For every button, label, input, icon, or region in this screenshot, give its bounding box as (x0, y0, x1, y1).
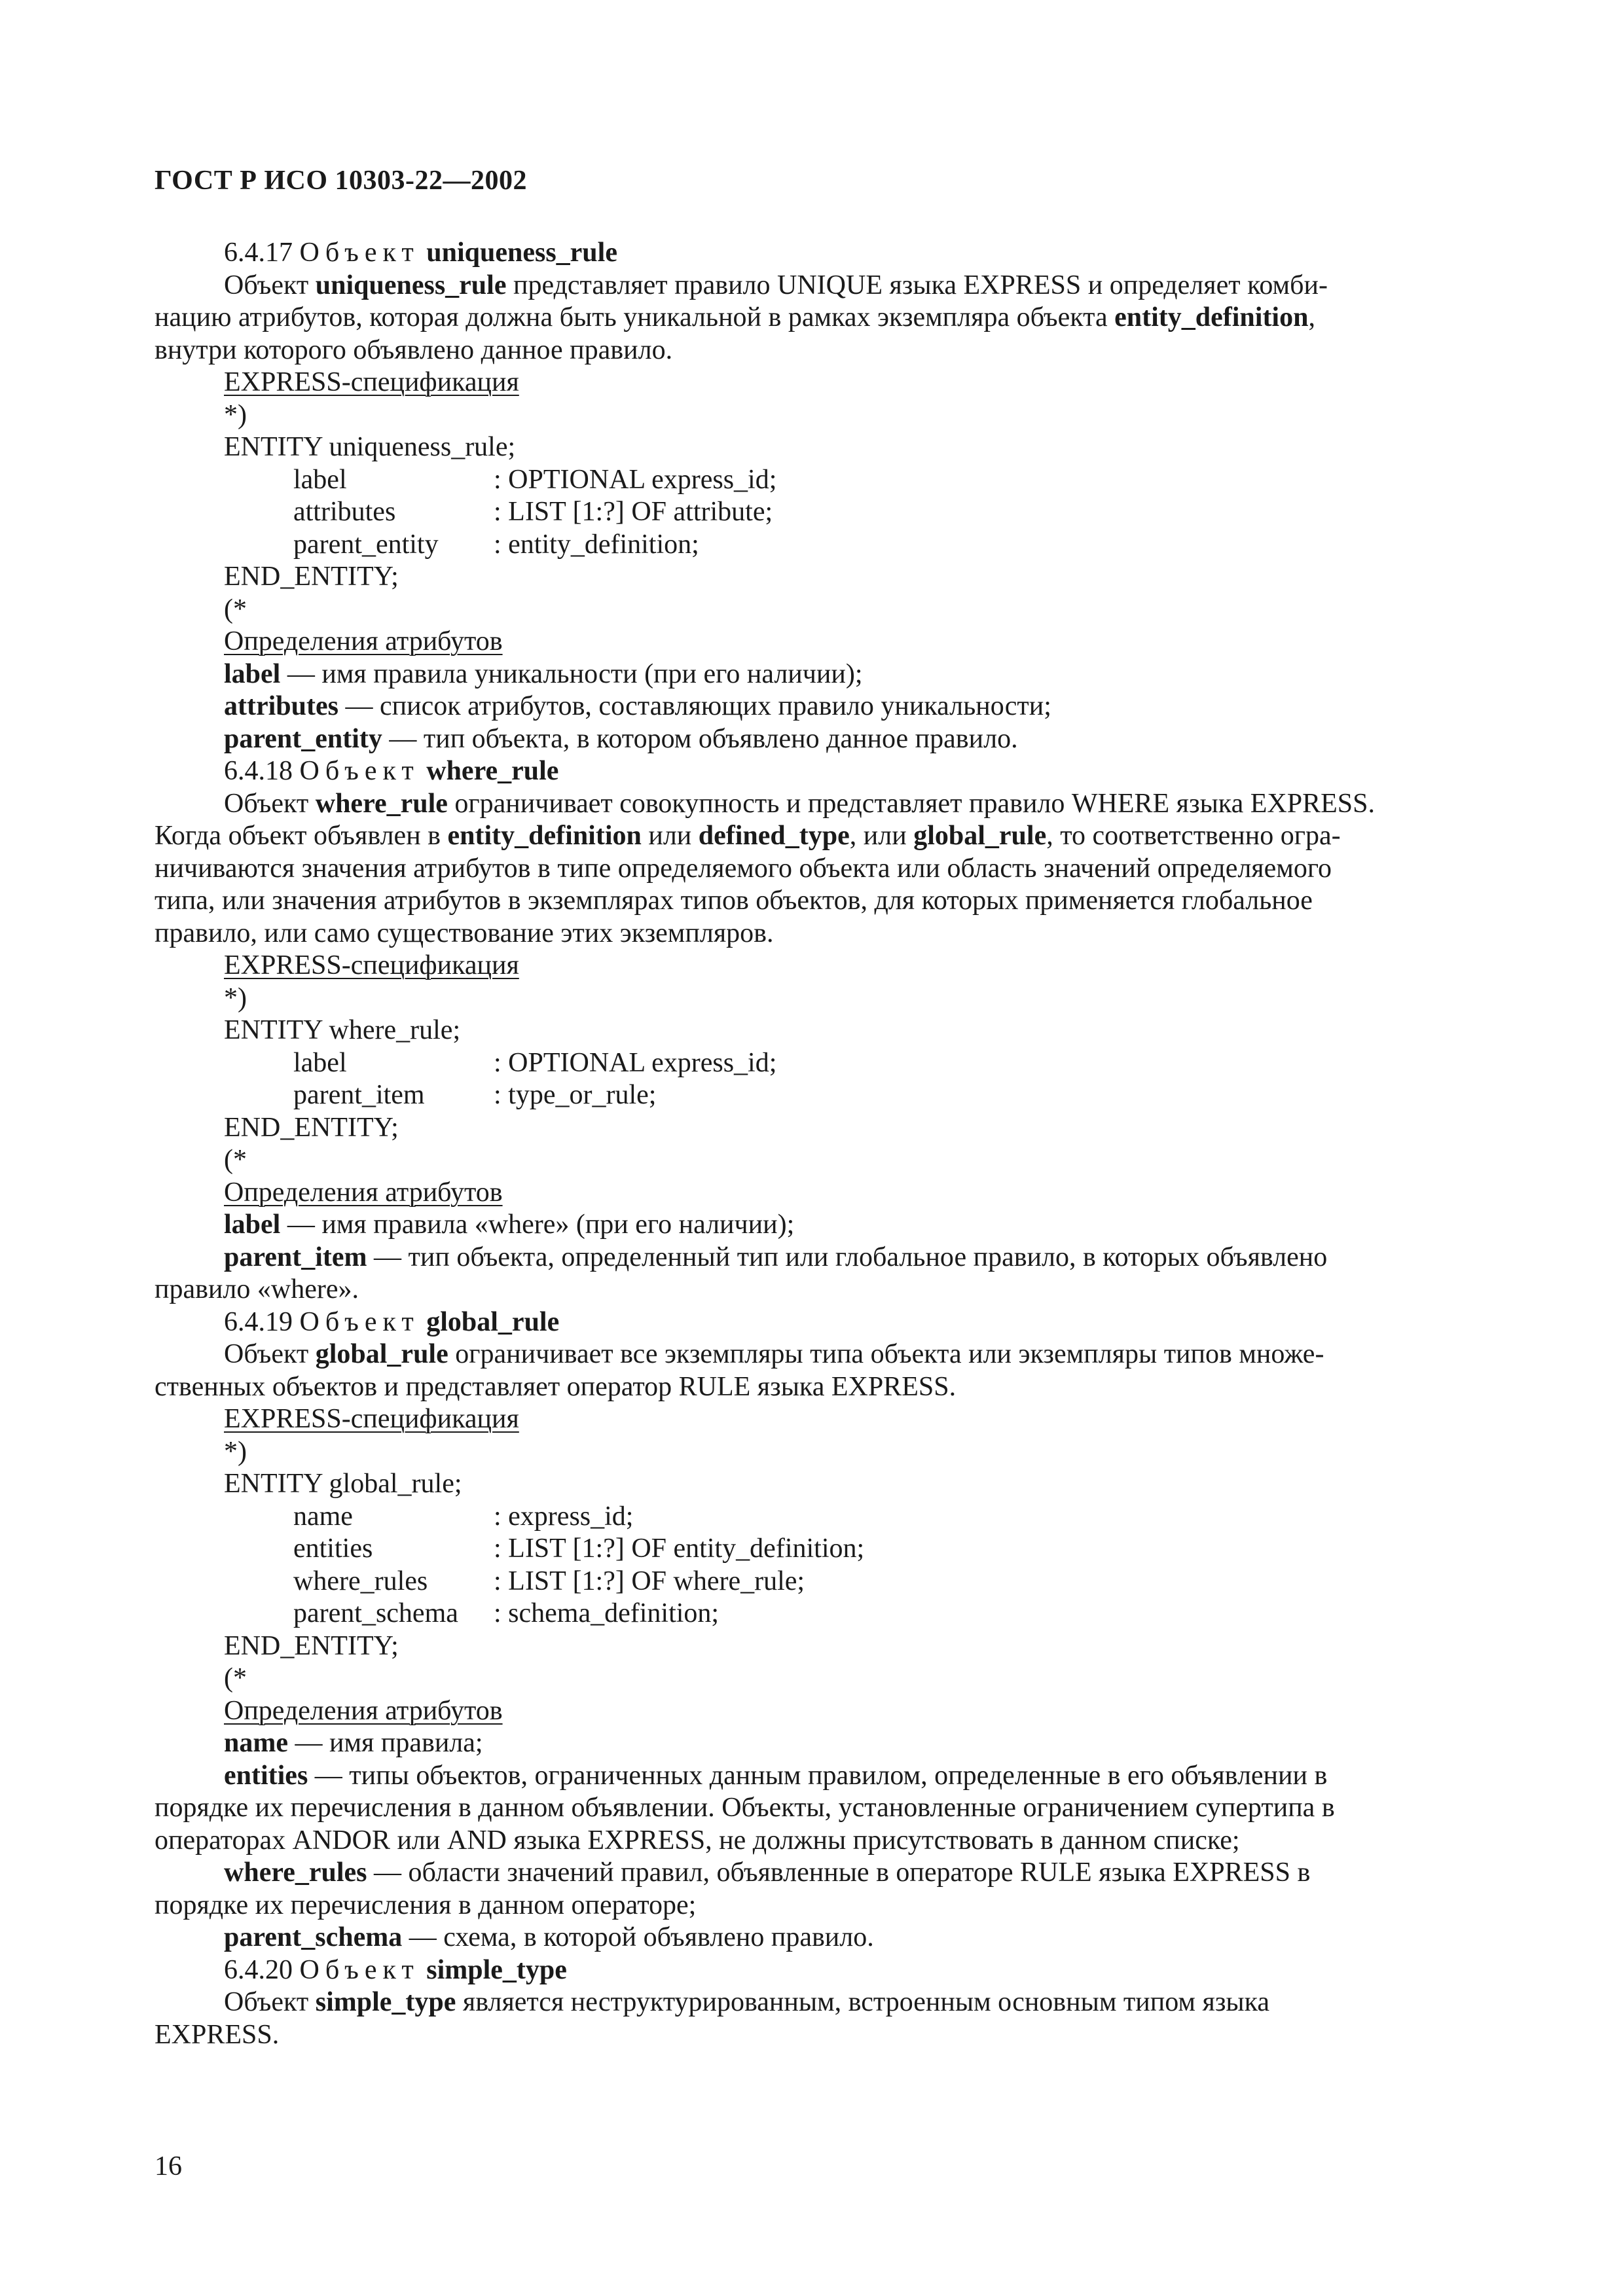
attr-definition: parent_schema — схема, в которой объявлено правило. (224, 1922, 874, 1952)
paragraph: правило, или само существование этих экземпляров. (155, 918, 774, 948)
paragraph: EXPRESS. (155, 2019, 280, 2050)
section-heading-6-4-19: 6.4.19 Объект global_rule (224, 1306, 560, 1337)
attr-defs-label: Определения атрибутов (224, 1695, 503, 1726)
code-attribute: label : OPTIONAL express_id; (293, 1047, 777, 1078)
paragraph: Объект global_rule ограничивает все экземпляры типа объекта или экземпляры типов множе- (224, 1339, 1324, 1369)
code-entity: ENTITY global_rule; (224, 1469, 462, 1499)
code-attribute: parent_entity : entity_definition; (293, 529, 699, 560)
paragraph: Объект where_rule ограничивает совокупность и представляет правило WHERE языка EXPRESS. (224, 788, 1375, 819)
page-content (155, 237, 1474, 2051)
code-attribute: entities : LIST [1:?] OF entity_definition; (293, 1534, 865, 1564)
document-header: ГОСТ Р ИСО 10303-22—2002 (155, 166, 528, 196)
page-number: 16 (155, 2151, 182, 2181)
code-end: END_ENTITY; (224, 562, 399, 592)
section-heading-6-4-18: 6.4.18 Объект where_rule (224, 756, 559, 786)
attr-definition: attributes — список атрибутов, составляющих правило уникальности; (224, 691, 1051, 721)
attr-defs-label: Определения атрибутов (224, 1177, 503, 1208)
code-line: (* (224, 1663, 247, 1693)
paragraph: нацию атрибутов, которая должна быть уникальной в рамках экземпляра объекта entity_definition, (155, 302, 1315, 332)
paragraph: внутри которого объявлено данное правило. (155, 334, 673, 365)
express-spec-label: EXPRESS-спецификация (224, 367, 519, 397)
code-attribute: parent_item : type_or_rule; (293, 1080, 657, 1110)
code-entity: ENTITY where_rule; (224, 1015, 461, 1045)
attr-definition-cont: порядке их перечисления в данном операторе; (155, 1890, 697, 1920)
paragraph: Когда объект объявлен в entity_definition или defined_type, или global_rule, то соответственно огра- (155, 821, 1341, 851)
attr-definition: where_rules — области значений правил, объявленные в операторе RULE языка EXPRESS в (224, 1857, 1311, 1888)
attr-definition: label — имя правила уникальности (при его наличии); (224, 658, 863, 689)
code-line: *) (224, 982, 247, 1013)
paragraph: ничиваются значения атрибутов в типе определяемого объекта или область значений определяемого (155, 853, 1332, 884)
attr-definition-cont: правило «where». (155, 1274, 359, 1304)
code-line: *) (224, 399, 247, 430)
paragraph: Объект simple_type является неструктурированным, встроенным основным типом языка (224, 1987, 1270, 2017)
section-heading-6-4-20: 6.4.20 Объект simple_type (224, 1954, 567, 1985)
code-line: (* (224, 594, 247, 624)
attr-definition-cont: операторах ANDOR или AND языка EXPRESS, не должны присутствовать в данном списке; (155, 1825, 1240, 1856)
code-attribute: where_rules : LIST [1:?] OF where_rule; (293, 1566, 805, 1596)
code-attribute: name : express_id; (293, 1501, 634, 1532)
attr-definition: entities — типы объектов, ограниченных данным правилом, определенные в его объявлении в (224, 1760, 1328, 1791)
attr-definition-cont: порядке их перечисления в данном объявлении. Объекты, установленные ограничением супертипа в (155, 1793, 1335, 1823)
code-line: *) (224, 1436, 247, 1467)
code-attribute: label : OPTIONAL express_id; (293, 464, 777, 495)
attr-definition: parent_entity — тип объекта, в котором объявлено данное правило. (224, 723, 1018, 754)
attr-defs-label: Определения атрибутов (224, 626, 503, 656)
section-heading-6-4-17: 6.4.17 Объект uniqueness_rule (224, 238, 617, 268)
code-end: END_ENTITY; (224, 1112, 399, 1143)
paragraph: ственных объектов и представляет оператор RULE языка EXPRESS. (155, 1371, 957, 1402)
attr-definition: label — имя правила «where» (при его наличии); (224, 1210, 795, 1240)
attr-definition: parent_item — тип объекта, определенный тип или глобальное правило, в которых объявлено (224, 1242, 1328, 1272)
paragraph: типа, или значения атрибутов в экземплярах типов объектов, для которых применяется глобальное (155, 886, 1313, 916)
code-attribute: attributes : LIST [1:?] OF attribute; (293, 497, 773, 527)
code-end: END_ENTITY; (224, 1630, 399, 1661)
attr-definition: name — имя правила; (224, 1728, 483, 1758)
express-spec-label: EXPRESS-спецификация (224, 1404, 519, 1434)
code-attribute: parent_schema : schema_definition; (293, 1598, 720, 1628)
code-entity: ENTITY uniqueness_rule; (224, 432, 516, 462)
express-spec-label: EXPRESS-спецификация (224, 950, 519, 980)
code-line: (* (224, 1145, 247, 1175)
paragraph: Объект uniqueness_rule представляет правило UNIQUE языка EXPRESS и определяет комби- (224, 270, 1328, 300)
